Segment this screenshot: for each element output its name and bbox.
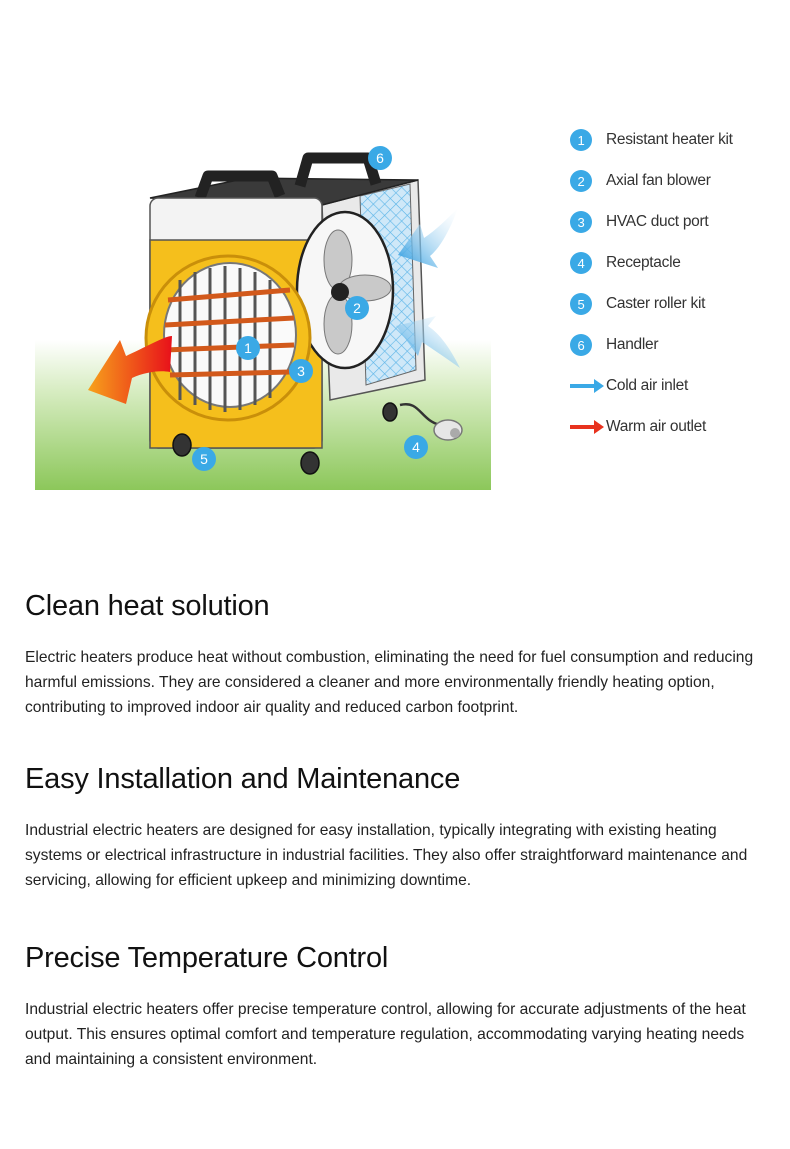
heater-diagram	[0, 0, 790, 520]
callout-1	[236, 336, 260, 360]
section-title: Clean heat solution	[25, 590, 270, 622]
legend-marker: 6	[570, 334, 592, 356]
svg-text:5: 5	[200, 451, 208, 467]
svg-text:2: 2	[353, 300, 361, 316]
legend-label: Handler	[606, 336, 659, 353]
legend-item	[570, 212, 780, 232]
legend-item-warm-air	[570, 417, 780, 437]
legend-label: Axial fan blower	[606, 172, 711, 189]
callout-4	[404, 435, 428, 459]
legend-marker: 2	[570, 170, 592, 192]
callout-6	[368, 146, 392, 170]
red-arrow-icon	[570, 420, 604, 434]
callout-2	[345, 296, 369, 320]
callout-5	[192, 447, 216, 471]
section-temperature-control	[25, 942, 765, 1072]
legend-marker: 1	[570, 129, 592, 151]
receptacle-plug	[434, 420, 462, 440]
legend-marker: 4	[570, 252, 592, 274]
legend-item	[570, 253, 780, 273]
legend-item	[570, 335, 780, 355]
legend-label: Resistant heater kit	[606, 131, 733, 148]
section-clean-heat	[25, 590, 765, 720]
legend-marker: 3	[570, 211, 592, 233]
svg-text:4: 4	[412, 439, 420, 455]
section-body: Industrial electric heaters offer precise temperature control, allowing for accurate adjustments of the heat output. This ensures optimal comfort and temperature regulation, accommodating varying heating needs and maintaining a consistent environment.	[25, 1001, 746, 1068]
legend-label: Receptacle	[606, 254, 681, 271]
svg-text:1: 1	[244, 340, 252, 356]
svg-text:3: 3	[297, 363, 305, 379]
section-title: Easy Installation and Maintenance	[25, 763, 461, 795]
legend-label: Cold air inlet	[606, 377, 688, 394]
legend-item	[570, 171, 780, 191]
legend-item-cold-air	[570, 376, 780, 396]
section-body: Industrial electric heaters are designed for easy installation, typically integrating with existing heating systems or electrical infrastructure in industrial facilities. They also offer straightforward maintenance and servicing, allowing for efficient upkeep and minimizing downtime.	[25, 822, 748, 889]
diagram-legend	[570, 130, 780, 458]
legend-label: HVAC duct port	[606, 213, 709, 230]
legend-label: Caster roller kit	[606, 295, 706, 312]
callout-3	[289, 359, 313, 383]
legend-item	[570, 294, 780, 314]
section-body: Electric heaters produce heat without combustion, eliminating the need for fuel consumption and reducing harmful emissions. They are considered a cleaner and more environmentally friendly heating option, contributing to improved indoor air quality and reduced carbon footprint.	[25, 649, 754, 716]
legend-label: Warm air outlet	[606, 418, 707, 435]
legend-marker: 5	[570, 293, 592, 315]
svg-text:6: 6	[376, 150, 384, 166]
blue-arrow-icon	[570, 379, 604, 393]
section-title: Precise Temperature Control	[25, 942, 389, 974]
section-installation	[25, 763, 765, 893]
legend-item	[570, 130, 780, 150]
heater-coils	[180, 266, 270, 412]
